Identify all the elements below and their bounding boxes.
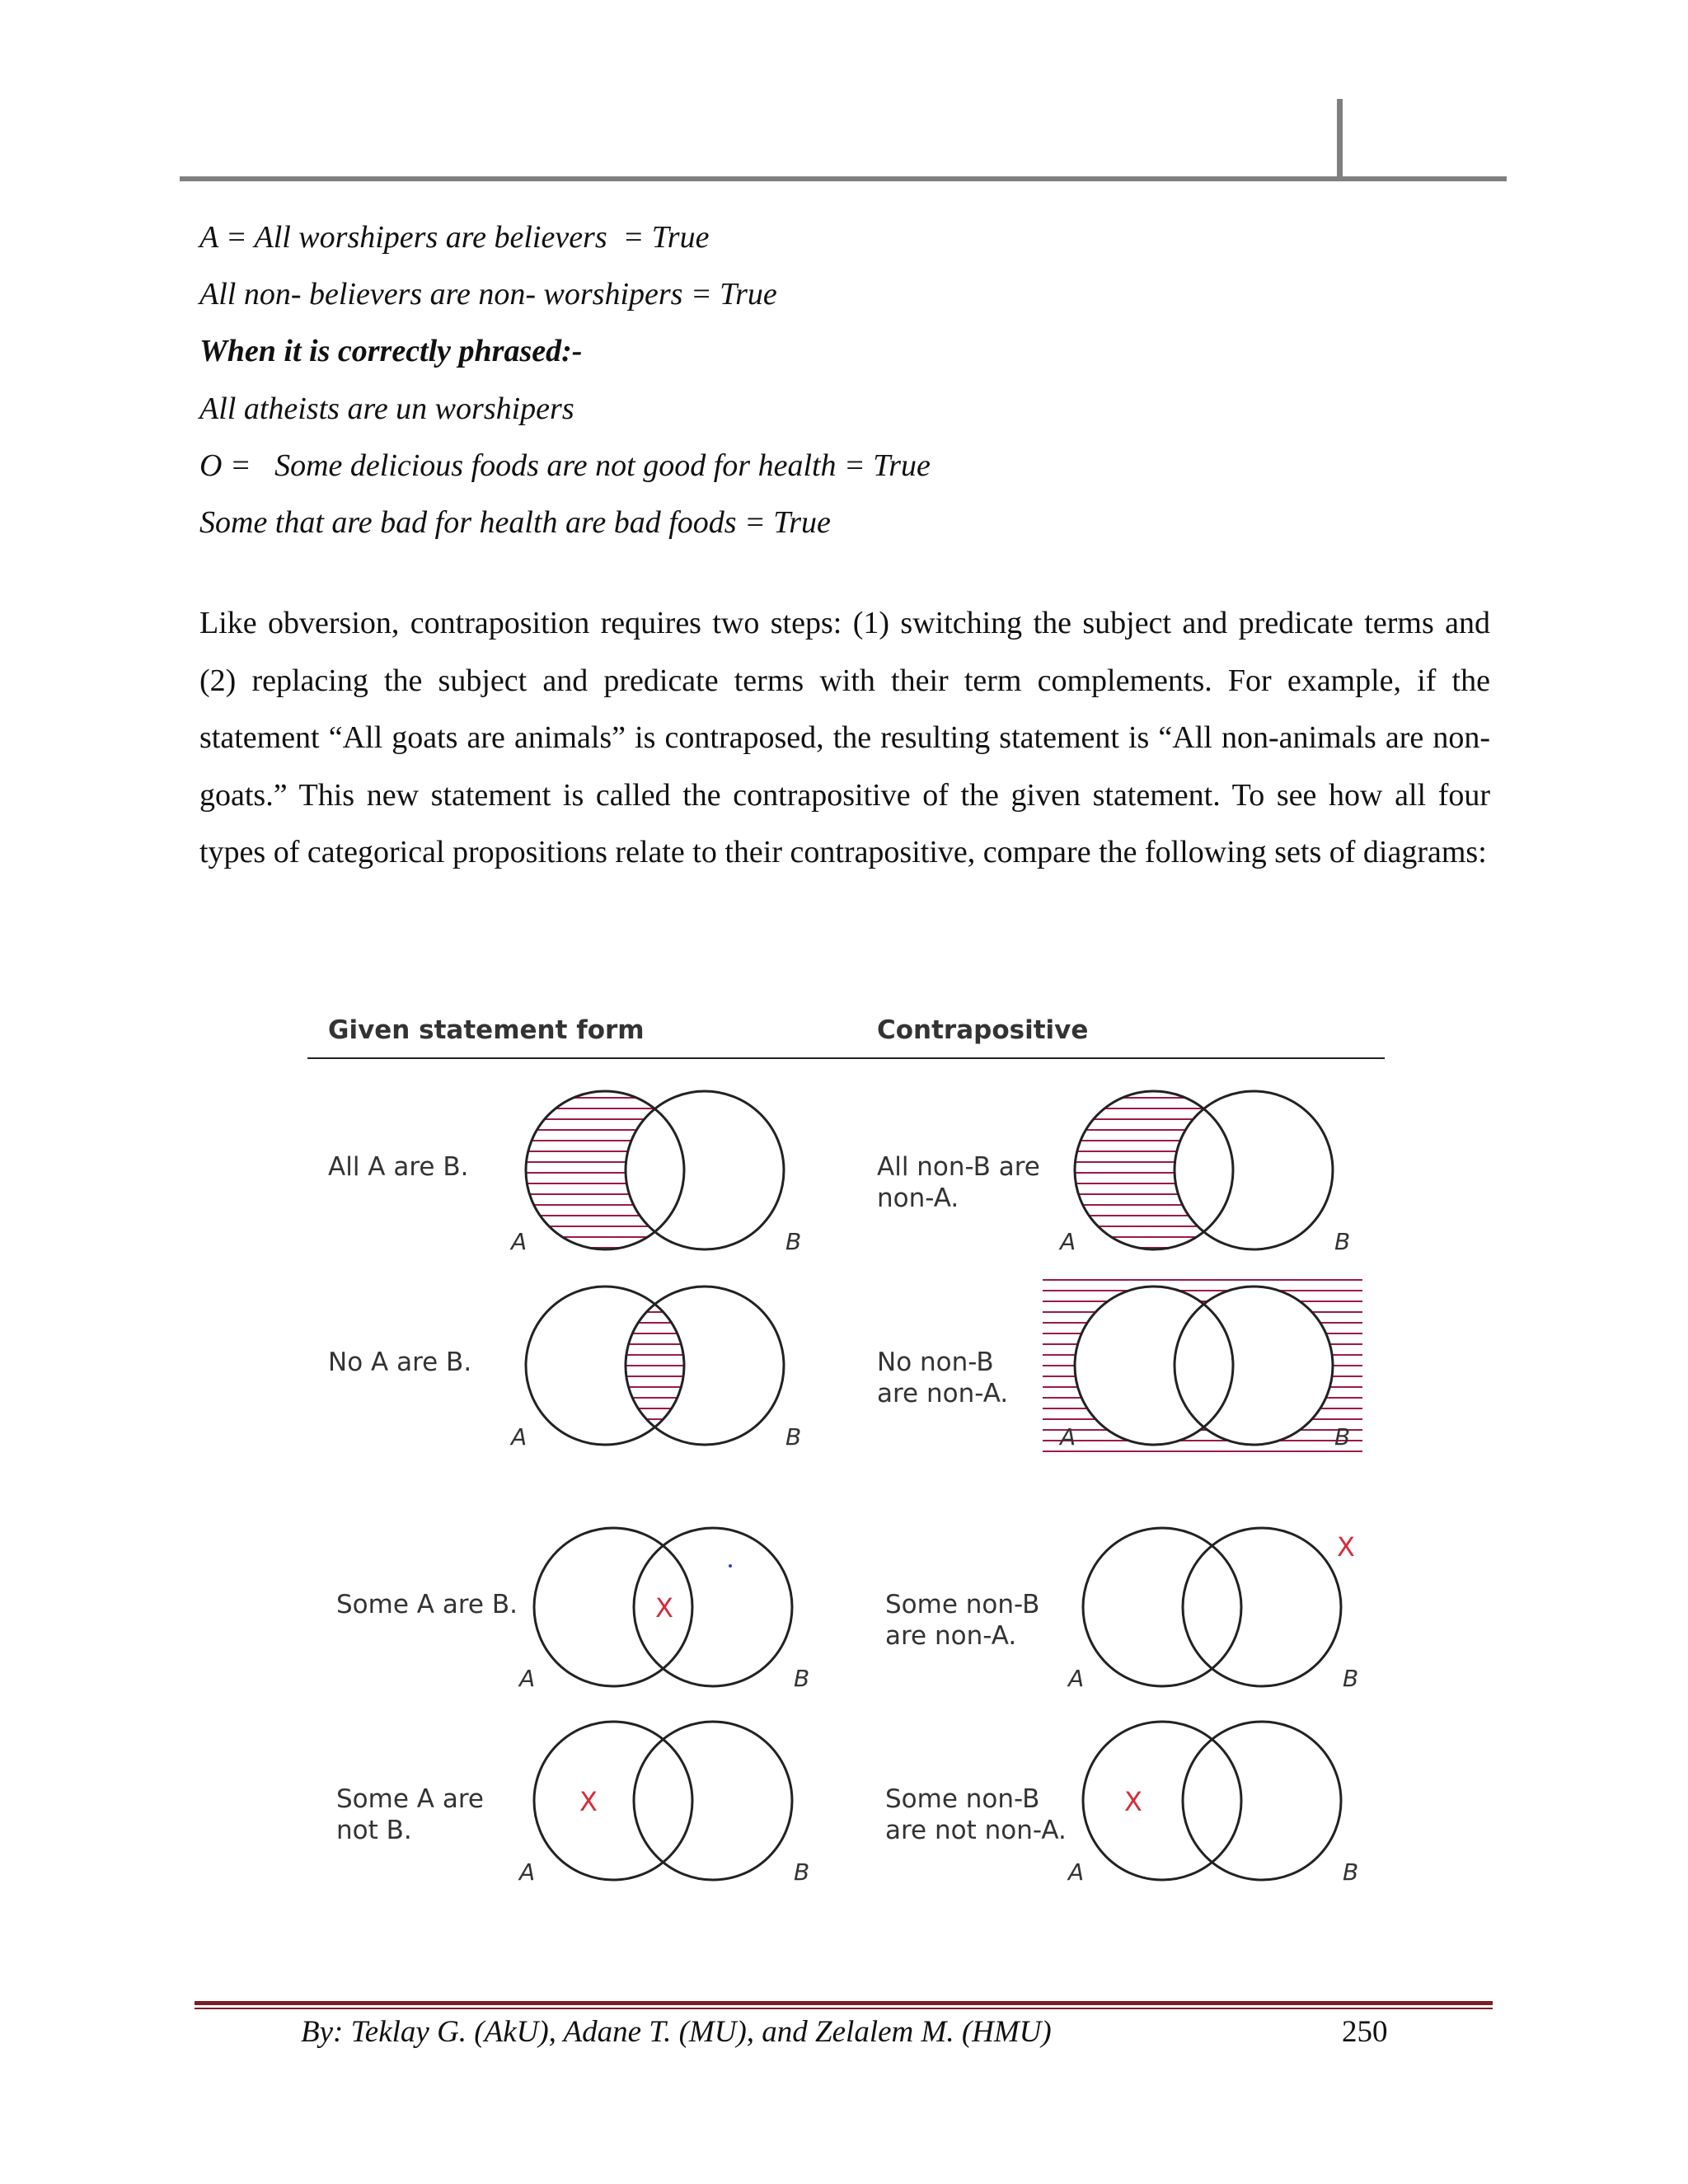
given-label-no: No A are B. (328, 1347, 472, 1377)
intro-heading: When it is correctly phrased:- (199, 334, 583, 368)
contra-label-all: All non-B are non-A. (877, 1152, 1040, 1213)
intro-line: All atheists are un worshipers (199, 391, 574, 426)
contra-label-some: Some non-B are non-A. (885, 1590, 1040, 1651)
body-paragraph: Like obversion, contraposition requires two steps: (1) switching the subject and predicate terms and (2) replacing the subject and predicate terms with their term complements. For example, if the statement “All goats are animals” is contraposed, the resulting statement is “All non-animals are non-goats.” This new statement is called the contrapositive of the given statement. To see how all four types of categorical propositions relate to their contrapositive, compare the following sets of diagrams: (199, 606, 1490, 869)
circle-label-a: A (519, 1858, 536, 1886)
given-label-all: All A are B. (328, 1152, 469, 1182)
circle-label-b: B (794, 1858, 810, 1886)
x-mark: X (579, 1786, 598, 1817)
circle-label-a: A (519, 1665, 536, 1692)
venn-all-given (495, 1071, 784, 1269)
footer-authors: By: Teklay G. (AkU), Adane T. (MU), and Zelalem M. (HMU) (301, 2015, 1052, 2049)
intro-line: All non- believers are non- worshipers = True (199, 277, 777, 312)
contra-label-some-not: Some non-B are not non-A. (885, 1784, 1067, 1845)
intro-line: A = All worshipers are believers = True (199, 220, 710, 255)
circle-label-a: A (1060, 1228, 1076, 1255)
circle-label-a: A (1060, 1423, 1076, 1451)
intro-line: Some that are bad for health are bad foods = True (199, 505, 831, 540)
circle-label-a: A (511, 1423, 528, 1451)
circle-label-b: B (785, 1423, 802, 1451)
figure-col-right-heading: Contrapositive (877, 1015, 1089, 1045)
circle-label-b: B (1334, 1423, 1351, 1451)
x-mark: X (655, 1592, 673, 1624)
contra-label-no: No non-B are non-A. (877, 1347, 1009, 1408)
circle-label-b: B (785, 1228, 802, 1255)
circle-label-b: B (1334, 1228, 1351, 1255)
footer-rule (195, 2001, 1493, 2005)
figure-col-left-heading: Given statement form (328, 1015, 645, 1045)
venn-all-contra (1043, 1071, 1333, 1269)
circle-label-b: B (794, 1665, 810, 1692)
x-mark: X (1124, 1786, 1142, 1817)
intro-line: O = Some delicious foods are not good for health = True (199, 448, 931, 483)
circle-label-b: B (1343, 1665, 1359, 1692)
circle-label-a: A (1068, 1665, 1085, 1692)
venn-no-contra (1043, 1273, 1362, 1458)
x-mark: X (1337, 1531, 1355, 1563)
venn-no-given (526, 1286, 784, 1445)
footer-rule-thin (195, 2008, 1493, 2009)
given-label-some-not: Some A are not B. (336, 1784, 484, 1845)
circle-label-a: A (1068, 1858, 1085, 1886)
venn-some-not-given (534, 1722, 792, 1880)
venn-some-not-contra (1083, 1722, 1341, 1880)
circle-label-a: A (511, 1228, 528, 1255)
circle-label-b: B (1343, 1858, 1359, 1886)
page-number: 250 (1342, 2015, 1388, 2049)
given-label-some: Some A are B. (336, 1590, 518, 1619)
venn-some-contra (1083, 1528, 1341, 1686)
